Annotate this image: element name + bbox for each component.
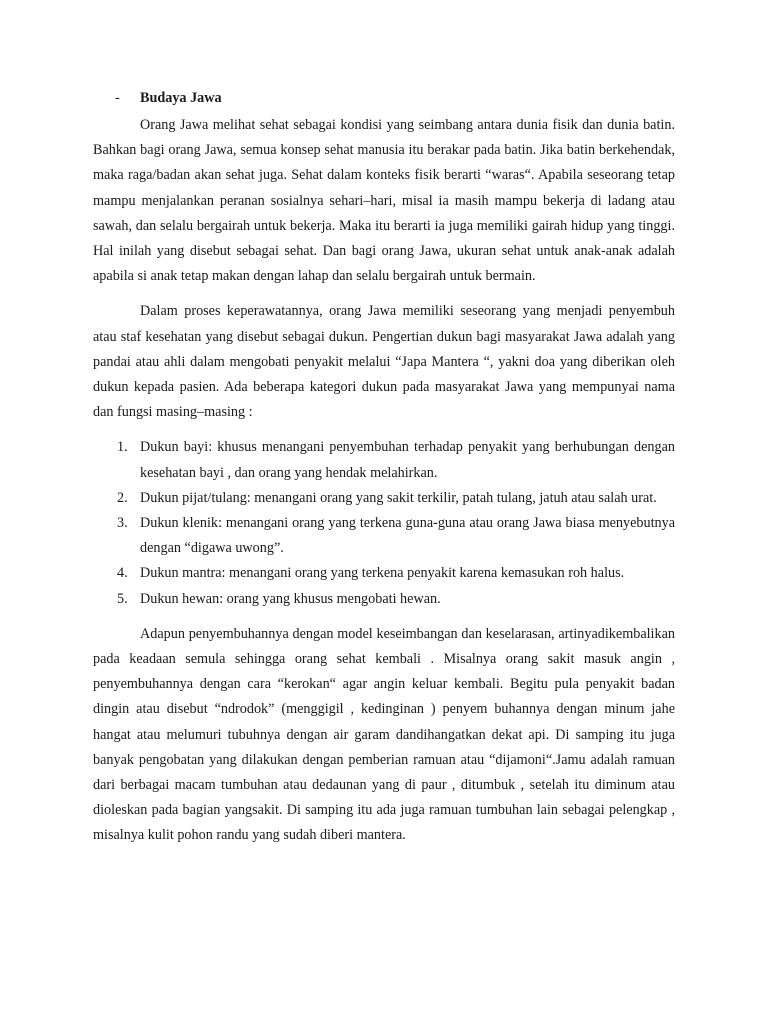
list-item bbox=[93, 587, 675, 612]
paragraph-konsep-sehat: Orang Jawa melihat sehat sebagai kondisi yang seimbang antara dunia fisik dan dunia batin. Bahkan bagi orang Jawa, semua konsep sehat manusia itu berakar pada batin. Jika batin berkehendak, maka raga/badan akan sehat juga. Sehat dalam konteks fisik berarti “waras“. Apabila seseorang tetap mampu menjalankan peranan sosialnya sehari–hari, misal ia masih mampu bekerja di ladang atau sawah, dan selalu bergairah untuk bekerja. Maka itu berarti ia juga memiliki gairah hidup yang tinggi. Hal inilah yang disebut sebagai sehat. Dan bagi orang Jawa, ukuran sehat untuk anak-anak adalah apabila si anak tetap makan dengan lahap dan selalu bergairah untuk bermain. bbox=[93, 117, 675, 285]
list-item bbox=[93, 561, 675, 586]
list-item bbox=[93, 511, 675, 561]
paragraph-penyembuhan: Adapun penyembuhannya dengan model keseimbangan dan keselarasan, artinyadikembalikan pada keadaan semula sehingga orang sehat kembali . Misalnya orang sakit masuk angin , penyembuhannya dengan cara “kerokan“ agar angin keluar kembali. Begitu pula penyakit badan dingin atau disebut “ndrodok” (menggigil , kedinginan ) penyem buhannya dengan minum jahe hangat atau melumuri tubuhnya dengan air garam dandihangatkan dekat api. Di samping itu juga banyak pengobatan yang dilakukan dengan pemberian ramuan atau “dijamoni“.Jamu adalah ramuan dari berbagai macam tumbuhan atau dedaunan yang di paur , ditumbuk , setelah itu diminum atau dioleskan pada bagian yangsakit. Di samping itu ada juga ramuan tumbuhan lain sebagai pelengkap , misalnya kulit pohon randu yang sudah diberi mantera. bbox=[93, 625, 675, 844]
list-item bbox=[93, 486, 675, 511]
document-body bbox=[93, 86, 675, 859]
heading-dash: - bbox=[115, 90, 120, 106]
dukun-list bbox=[93, 435, 675, 611]
list-number: 1. bbox=[117, 439, 128, 456]
list-text: Dukun pijat/tulang: menangani orang yang sakit terkilir, patah tulang, jatuh atau salah urat. bbox=[140, 489, 657, 506]
list-number: 3. bbox=[117, 515, 128, 532]
list-text: Dukun hewan: orang yang khusus mengobati hewan. bbox=[140, 590, 441, 607]
list-number: 5. bbox=[117, 590, 128, 607]
list-item bbox=[93, 435, 675, 485]
list-text: Dukun bayi: khusus menangani penyembuhan terhadap penyakit yang berhubungan dengan kesehatan bayi , dan orang yang hendak melahirkan. bbox=[140, 439, 675, 481]
list-text: Dukun klenik: menangani orang yang terkena guna-guna atau orang Jawa biasa menyebutnya dengan “digawa uwong”. bbox=[140, 515, 675, 557]
list-text: Dukun mantra: menangani orang yang terkena penyakit karena kemasukan roh halus. bbox=[140, 565, 625, 582]
list-number: 2. bbox=[117, 489, 128, 506]
list-number: 4. bbox=[117, 565, 128, 582]
section-title: Budaya Jawa bbox=[140, 90, 222, 106]
section-heading bbox=[93, 86, 675, 111]
paragraph-dukun: Dalam proses keperawatannya, orang Jawa memiliki seseorang yang menjadi penyembuh atau staf kesehatan yang disebut sebagai dukun. Pengertian dukun bagi masyarakat Jawa adalah yang pandai atau ahli dalam mengobati penyakit melalui “Japa Mantera “, yakni doa yang diberikan oleh dukun kepada pasien. Ada beberapa kategori dukun pada masyarakat Jawa yang mempunyai nama dan fungsi masing–masing : bbox=[93, 303, 675, 421]
